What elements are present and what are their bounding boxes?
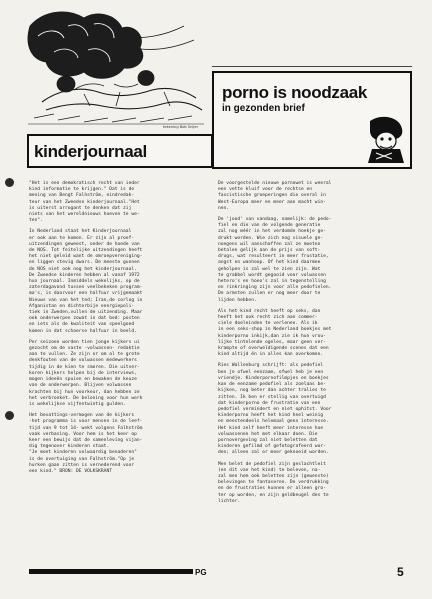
paragraph: Men belet de pedofiel zijn geslachtleit (en dit van het kind) te beleven, na- zal men hem ook beletten zijn (gewenste) belevingen te fantaseren. De verdrukking en de frustraties kunnen er alleen gro- ter op worden, en zijn geldbeugel des te lichter. (218, 461, 329, 504)
left-column (29, 181, 207, 480)
paragraph: In Nederland staat het Kinderjournaal er ook aan te komen. Er zijn al proef- uitzendingen geweest, onder de hoede van de NOS. Tot feitelijke uitzendingen heeft het niet geleid want de omroepvereniging- en liggen stevig dwars. De meeste gunnen de NOS niet ook nog het kinderjournaal. De Zweedse kinderen hebben al vanaf 1972 hun journaal. Inmiddels wekelijks, op de zaterdagavond tussen veelbekeken program- ma's, is daarvoor een halfuur vrijgemaakt Nieuws van van het ted; Iran,de corlog in Afganistan en dichterbije energiepoli- tiek in Zweden,vullen de uitzending. Maar ook onderwerpen zowat in dat bed: posten en iets als de kwaliteit van speelgoed komen in dat schaerse halfuur in beeld. (29, 229, 143, 334)
section-title: kinderjournaal (34, 142, 147, 161)
kinderjournaal-illustration (24, 6, 209, 130)
page-number: 5 (397, 565, 404, 579)
paragraph: De 'jood' van vandaag, namelijk: de pedo- fiel en die van de volgende generatie zal nog méér in het verdomde hoekje ge- drukt worden. Wie zich nog visuele ge- noegens wil aanschaffen zal ze moeten betalen gelijk aan de prijs van soft- drugs, wat resulteert in meer frustatie, angst en wanhoop. Of het kind daarmee geholpen is zal wel te zien zijn. Wat te grabbel wordt gegooid voor volwassen hetero's en hoeo's zal in tegenstelling en rinkringing zijn voor alle pedofielen. De armsten zullen er nog meer door te lijden hebben. (218, 217, 332, 303)
article-subtitle: in gezonden brief (222, 103, 305, 114)
footer-mark: PG (195, 568, 207, 577)
paragraph: Het bevattings-vermogen van de kijkers -het programma is voor mensen in de leef- tijd van 9 tot 14- wekt volgens Falhström vaak verbasing. Voor hem is het keer op keer een bewijs dat de samenleving vijan- dig tegenover kinderen staat. "Je moet kinderen volwaardig benaderen" is de overtuiging van Falhström."Op je hurken gaan zitten is vernederend voor een kind." BRON: DE VOLKSKRANT (29, 413, 143, 474)
cartoon-figure-icon (362, 115, 406, 163)
paragraph: Ries Wallenburg schrijft: als pedofiel ben je ofwel eenzaam, ofwel heb je een vriendje. Kinderpornofilmpjes en boekjes kan de eenzame pedofiel als zoelaas be- kijken, nog beter dan achter tralies te zitten. Ik ben er stellig van overtuigd dat kinderporno de frustratie van een pedofiel vermindert en niet ophitst. Voor kinderporno heeft het kind heel weinig en meestendeels helemaal geen interesse. Het kind zelf heeft meer interesse hoe volwassenen het met elkaar doen. Die pornovergeving zal niet beletten dat kinderen gefilmd of gefotografeerd wor- den; alleen zal er meer geknoeid worden. (218, 363, 332, 456)
right-column (218, 181, 404, 510)
header-rule (212, 66, 412, 67)
porno-is-noodzaak-header (212, 71, 412, 169)
paragraph: Als het kind recht heeft op seks, dan heeft het ook recht zich aan commer- ciele doeleinden te verlenen. Als ik in een seks-shop in Nederland boekjes met kinderporno inkijk,dan zie ik hun vrou- lijke tintelende ogeles, maar geen ver- krampte of overweldigende scenes dat een kind altijd én in alles kan overkomen. (218, 308, 332, 358)
kinderjournaal-header (27, 134, 213, 168)
footer-rule (29, 569, 193, 574)
punch-hole (5, 411, 14, 420)
punch-hole (5, 178, 14, 187)
paragraph: De voorgestelde nieuwe pornowet is weeral een vette kluif voor de rechtse en fascistische groeperingen die overal in West-Europa meer en meer aan macht win- nen. (218, 181, 332, 211)
article-title: porno is noodzaak (222, 83, 368, 102)
illustration-credit: tekening Bob Snijer (163, 125, 199, 129)
paragraph: "Het is een demokratisch recht van ieder kind informatie te krijgen." Dat is de mening van Bengt Falhström, eindredak- teur van het Zweedse kinderjournaal."Het is uiterst arrogant te denken dat zij niets van het wereldnieuws hoeven te we- ten". (29, 181, 140, 224)
paragraph: Per seizoen worden tien jonge kijkers ui gezocht om de vaste -volwassen- redaktie aan te vullen. Ze zijn er om al te grote denkfouten van de volwassen medewerkers tijdig in de kien te smoren. Die uitver- koren kijkers helpen bij de interviews, mogen ideeën spuien en bewaken de keuze van de onderwerpen. Blijven volwassen krachten bij hun voorkeur, dan hebben ze het verbronket. De beloning voor hun werk is wekelijkse vijfentwintig gulden. (29, 339, 143, 407)
